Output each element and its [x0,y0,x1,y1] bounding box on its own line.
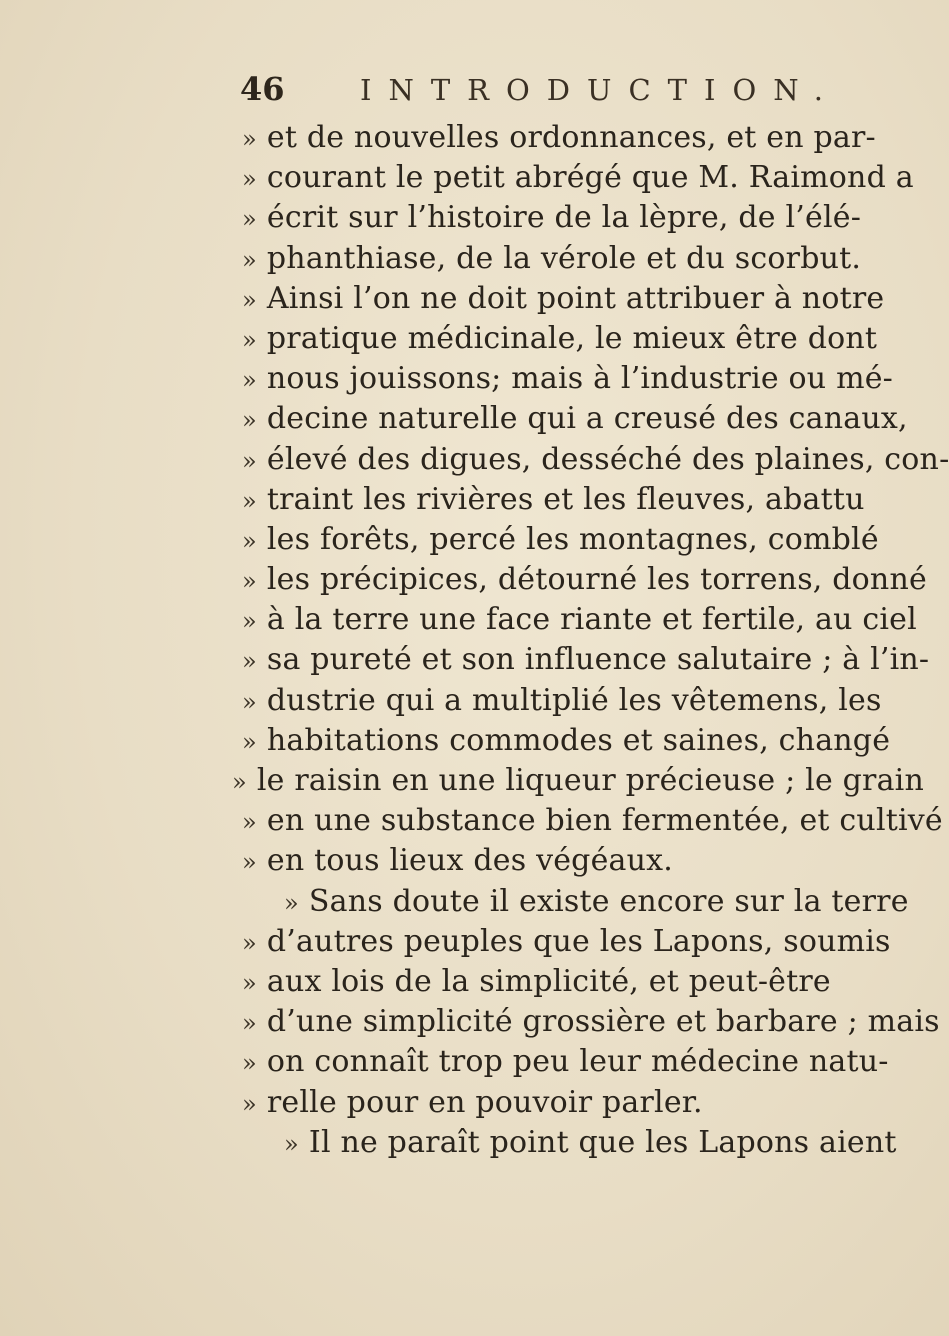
line-text: les forêts, percé les montagnes, comblé [266,521,879,557]
text-line [242,480,865,520]
quote-mark: » [242,928,257,957]
text-line [242,922,891,962]
line-text: Il ne paraît point que les Lapons aient [308,1124,897,1160]
quote-mark: » [242,486,257,515]
text-line [242,1002,940,1042]
text-line [242,359,894,399]
quote-mark: » [242,687,257,716]
quote-mark: » [242,526,257,555]
text-line [242,841,782,881]
quote-mark: » [242,125,257,153]
text-line [242,801,943,841]
quote-mark: » [242,245,257,274]
text-line [242,239,862,279]
quote-mark: » [242,1009,257,1038]
text-line [242,560,927,600]
quote-mark: » [242,406,257,435]
text-line [242,198,862,238]
quote-mark: » [242,205,257,234]
quote-mark: » [242,607,257,636]
line-text: en une substance bien fermentée, et cultivé [266,803,943,839]
quote-mark: » [232,768,247,796]
line-text: et de nouvelles ordonnances, et en par- [266,120,876,155]
line-text: dustrie qui a multiplié les vêtemens, les [266,682,882,718]
line-text: en tous lieux des végéaux. [266,843,674,879]
line-text: habitations commodes et saines, changé [266,722,891,758]
text-line [242,520,879,560]
line-text: d’autres peuples que les Lapons, soumis [266,923,891,959]
quote-mark: » [284,1129,299,1158]
line-text: phanthiase, de la vérole et du scorbut. [266,240,862,276]
line-text: relle pour en pouvoir parler. [266,1084,703,1120]
line-text: aux lois de la simplicité, et peut-être [266,963,831,999]
line-text: pratique médicinale, le mieux être dont [266,320,878,356]
text-line [242,1123,897,1163]
quote-mark: » [242,968,257,997]
quote-mark: » [284,888,299,917]
text-line [242,319,878,359]
quote-mark: » [242,727,257,756]
quote-mark: » [242,1049,257,1078]
line-text: Sans doute il existe encore sur la terre [308,883,909,919]
text-line [242,640,930,680]
text-line [242,279,885,319]
quote-mark: » [242,647,257,676]
text-line [242,681,882,721]
line-text: nous jouissons; mais à l’industrie ou mé- [266,361,894,397]
quote-mark: » [242,1089,257,1118]
line-text: le raisin en une liqueur précieuse ; le grain [256,763,924,798]
quote-mark: » [242,325,257,354]
line-text: les précipices, détourné les torrens, donné [266,562,927,598]
line-text: élevé des digues, desséché des plaines, con- [266,441,949,477]
line-text: à la terre une face riante et fertile, au ciel [266,602,917,638]
text-line [242,882,909,922]
page-number: 46 [240,70,285,108]
quote-mark: » [242,285,257,314]
line-text: decine naturelle qui a creusé des canaux, [266,401,908,437]
body-text [232,118,949,1163]
line-text: Ainsi l’on ne doit point attribuer à notre [266,280,885,316]
line-text: sa pureté et son influence salutaire ; à l’in- [266,642,930,678]
quote-mark: » [242,366,257,395]
line-text: d’une simplicité grossière et barbare ; mais [266,1004,940,1040]
line-text: écrit sur l’histoire de la lèpre, de l’élé- [266,200,862,236]
line-text: courant le petit abrégé que M. Raimond a [266,160,914,196]
text-line [242,962,831,1002]
quote-mark: » [242,848,257,877]
quote-mark: » [242,165,257,194]
text-line [242,1042,889,1082]
text-line [242,118,876,158]
quote-mark: » [242,808,257,837]
quote-mark: » [242,567,257,596]
quote-mark: » [242,446,257,475]
text-line [242,600,917,640]
text-line [242,440,949,480]
text-line [242,1083,782,1123]
page-header [240,70,840,110]
line-text: on connaît trop peu leur médecine natu- [266,1044,889,1080]
text-line [242,158,914,198]
line-text: traint les rivières et les fleuves, abattu [266,481,865,517]
text-line [242,399,908,439]
text-line [242,721,891,761]
running-head: INTRODUCTION. [360,73,840,107]
text-line [232,761,924,801]
